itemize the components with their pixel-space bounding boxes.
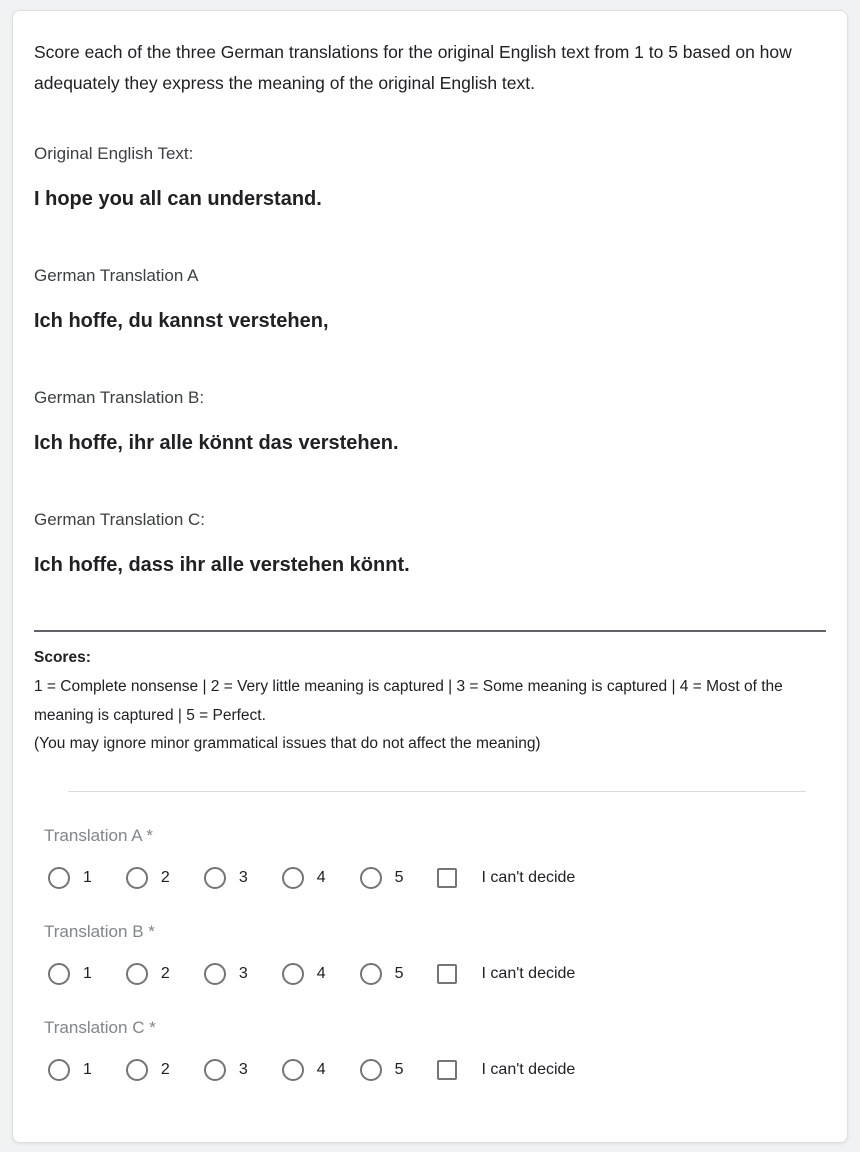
- radio-option-label: 4: [316, 964, 326, 982]
- radio-option-a-5[interactable]: [360, 867, 404, 889]
- radio-icon[interactable]: [204, 963, 226, 985]
- question-label-text: Translation A: [44, 825, 142, 845]
- radio-option-label: 3: [238, 868, 248, 886]
- radio-option-b-3[interactable]: [204, 963, 248, 985]
- cant-decide-option-b[interactable]: [437, 964, 576, 984]
- radio-option-b-5[interactable]: [360, 963, 404, 985]
- question-translation-c: [44, 1017, 826, 1083]
- radio-option-a-4[interactable]: [282, 867, 326, 889]
- radio-option-c-3[interactable]: [204, 1059, 248, 1081]
- question-translation-a: [44, 825, 826, 891]
- radio-option-label: 4: [316, 1060, 326, 1078]
- radio-icon[interactable]: [48, 963, 70, 985]
- radio-option-c-1[interactable]: [48, 1059, 92, 1081]
- cant-decide-label: I can't decide: [481, 868, 576, 886]
- radio-icon[interactable]: [126, 1059, 148, 1081]
- radio-option-label: 5: [394, 868, 404, 886]
- section-text: Ich hoffe, ihr alle könnt das verstehen.: [34, 432, 399, 454]
- rating-row: [48, 1057, 826, 1083]
- divider-light: [68, 791, 806, 792]
- scores-heading: Scores:: [34, 649, 91, 666]
- radio-icon[interactable]: [360, 867, 382, 889]
- radio-option-label: 5: [394, 964, 404, 982]
- required-asterisk: *: [149, 1017, 156, 1037]
- checkbox-icon[interactable]: [437, 964, 457, 984]
- radio-icon[interactable]: [126, 963, 148, 985]
- cant-decide-label: I can't decide: [481, 964, 576, 982]
- section-label: German Translation B:: [34, 388, 205, 407]
- scores-note: (You may ignore minor grammatical issues that do not affect the meaning): [34, 735, 541, 752]
- radio-icon[interactable]: [360, 1059, 382, 1081]
- radio-icon[interactable]: [282, 963, 304, 985]
- checkbox-icon[interactable]: [437, 868, 457, 888]
- section-translation-c: [34, 509, 826, 578]
- radio-option-b-4[interactable]: [282, 963, 326, 985]
- radio-option-label: 2: [160, 868, 170, 886]
- radio-option-c-5[interactable]: [360, 1059, 404, 1081]
- question-label-text: Translation C: [44, 1017, 145, 1037]
- scores-legend: [34, 647, 826, 759]
- cant-decide-option-a[interactable]: [437, 868, 576, 888]
- question-label-text: Translation B: [44, 921, 144, 941]
- section-text: Ich hoffe, du kannst verstehen,: [34, 310, 329, 332]
- radio-icon[interactable]: [204, 867, 226, 889]
- radio-icon[interactable]: [360, 963, 382, 985]
- section-text: Ich hoffe, dass ihr alle verstehen könnt.: [34, 554, 410, 576]
- radio-icon[interactable]: [48, 867, 70, 889]
- radio-icon[interactable]: [48, 1059, 70, 1081]
- radio-option-a-3[interactable]: [204, 867, 248, 889]
- question-label: [44, 921, 826, 943]
- radio-option-b-1[interactable]: [48, 963, 92, 985]
- radio-option-label: 3: [238, 1060, 248, 1078]
- checkbox-icon[interactable]: [437, 1060, 457, 1080]
- radio-option-c-4[interactable]: [282, 1059, 326, 1081]
- cant-decide-label: I can't decide: [481, 1060, 576, 1078]
- radio-option-label: 5: [394, 1060, 404, 1078]
- radio-icon[interactable]: [126, 867, 148, 889]
- radio-icon[interactable]: [282, 867, 304, 889]
- section-original-english: [34, 143, 826, 212]
- question-label: [44, 1017, 826, 1039]
- radio-option-label: 1: [83, 964, 92, 982]
- question-label: [44, 825, 826, 847]
- radio-option-label: 1: [83, 868, 92, 886]
- divider-dark: [34, 630, 826, 632]
- rating-row: [48, 961, 826, 987]
- form-description: Score each of the three German translations for the original English text from 1 to 5 based on how adequately they express the meaning of the original English text.: [34, 42, 792, 93]
- radio-option-label: 1: [83, 1060, 92, 1078]
- radio-option-label: 2: [160, 964, 170, 982]
- radio-option-a-1[interactable]: [48, 867, 92, 889]
- radio-option-label: 3: [238, 964, 248, 982]
- required-asterisk: *: [148, 921, 155, 941]
- scores-scale: 1 = Complete nonsense | 2 = Very little meaning is captured | 3 = Some meaning is captured | 4 = Most of the meaning is captured | 5 = Perfect.: [34, 678, 783, 724]
- radio-option-c-2[interactable]: [126, 1059, 170, 1081]
- radio-option-label: 4: [316, 868, 326, 886]
- section-text: I hope you all can understand.: [34, 188, 322, 210]
- cant-decide-option-c[interactable]: [437, 1060, 576, 1080]
- section-label: German Translation A: [34, 266, 199, 285]
- radio-icon[interactable]: [282, 1059, 304, 1081]
- section-translation-a: [34, 265, 826, 334]
- radio-option-a-2[interactable]: [126, 867, 170, 889]
- form-card: [12, 10, 848, 1143]
- rating-row: [48, 865, 826, 891]
- section-label: German Translation C:: [34, 510, 206, 529]
- required-asterisk: *: [146, 825, 154, 845]
- radio-icon[interactable]: [204, 1059, 226, 1081]
- radio-option-label: 2: [160, 1060, 170, 1078]
- radio-option-b-2[interactable]: [126, 963, 170, 985]
- question-translation-b: [44, 921, 826, 987]
- section-label: Original English Text:: [34, 144, 194, 163]
- section-translation-b: [34, 387, 826, 456]
